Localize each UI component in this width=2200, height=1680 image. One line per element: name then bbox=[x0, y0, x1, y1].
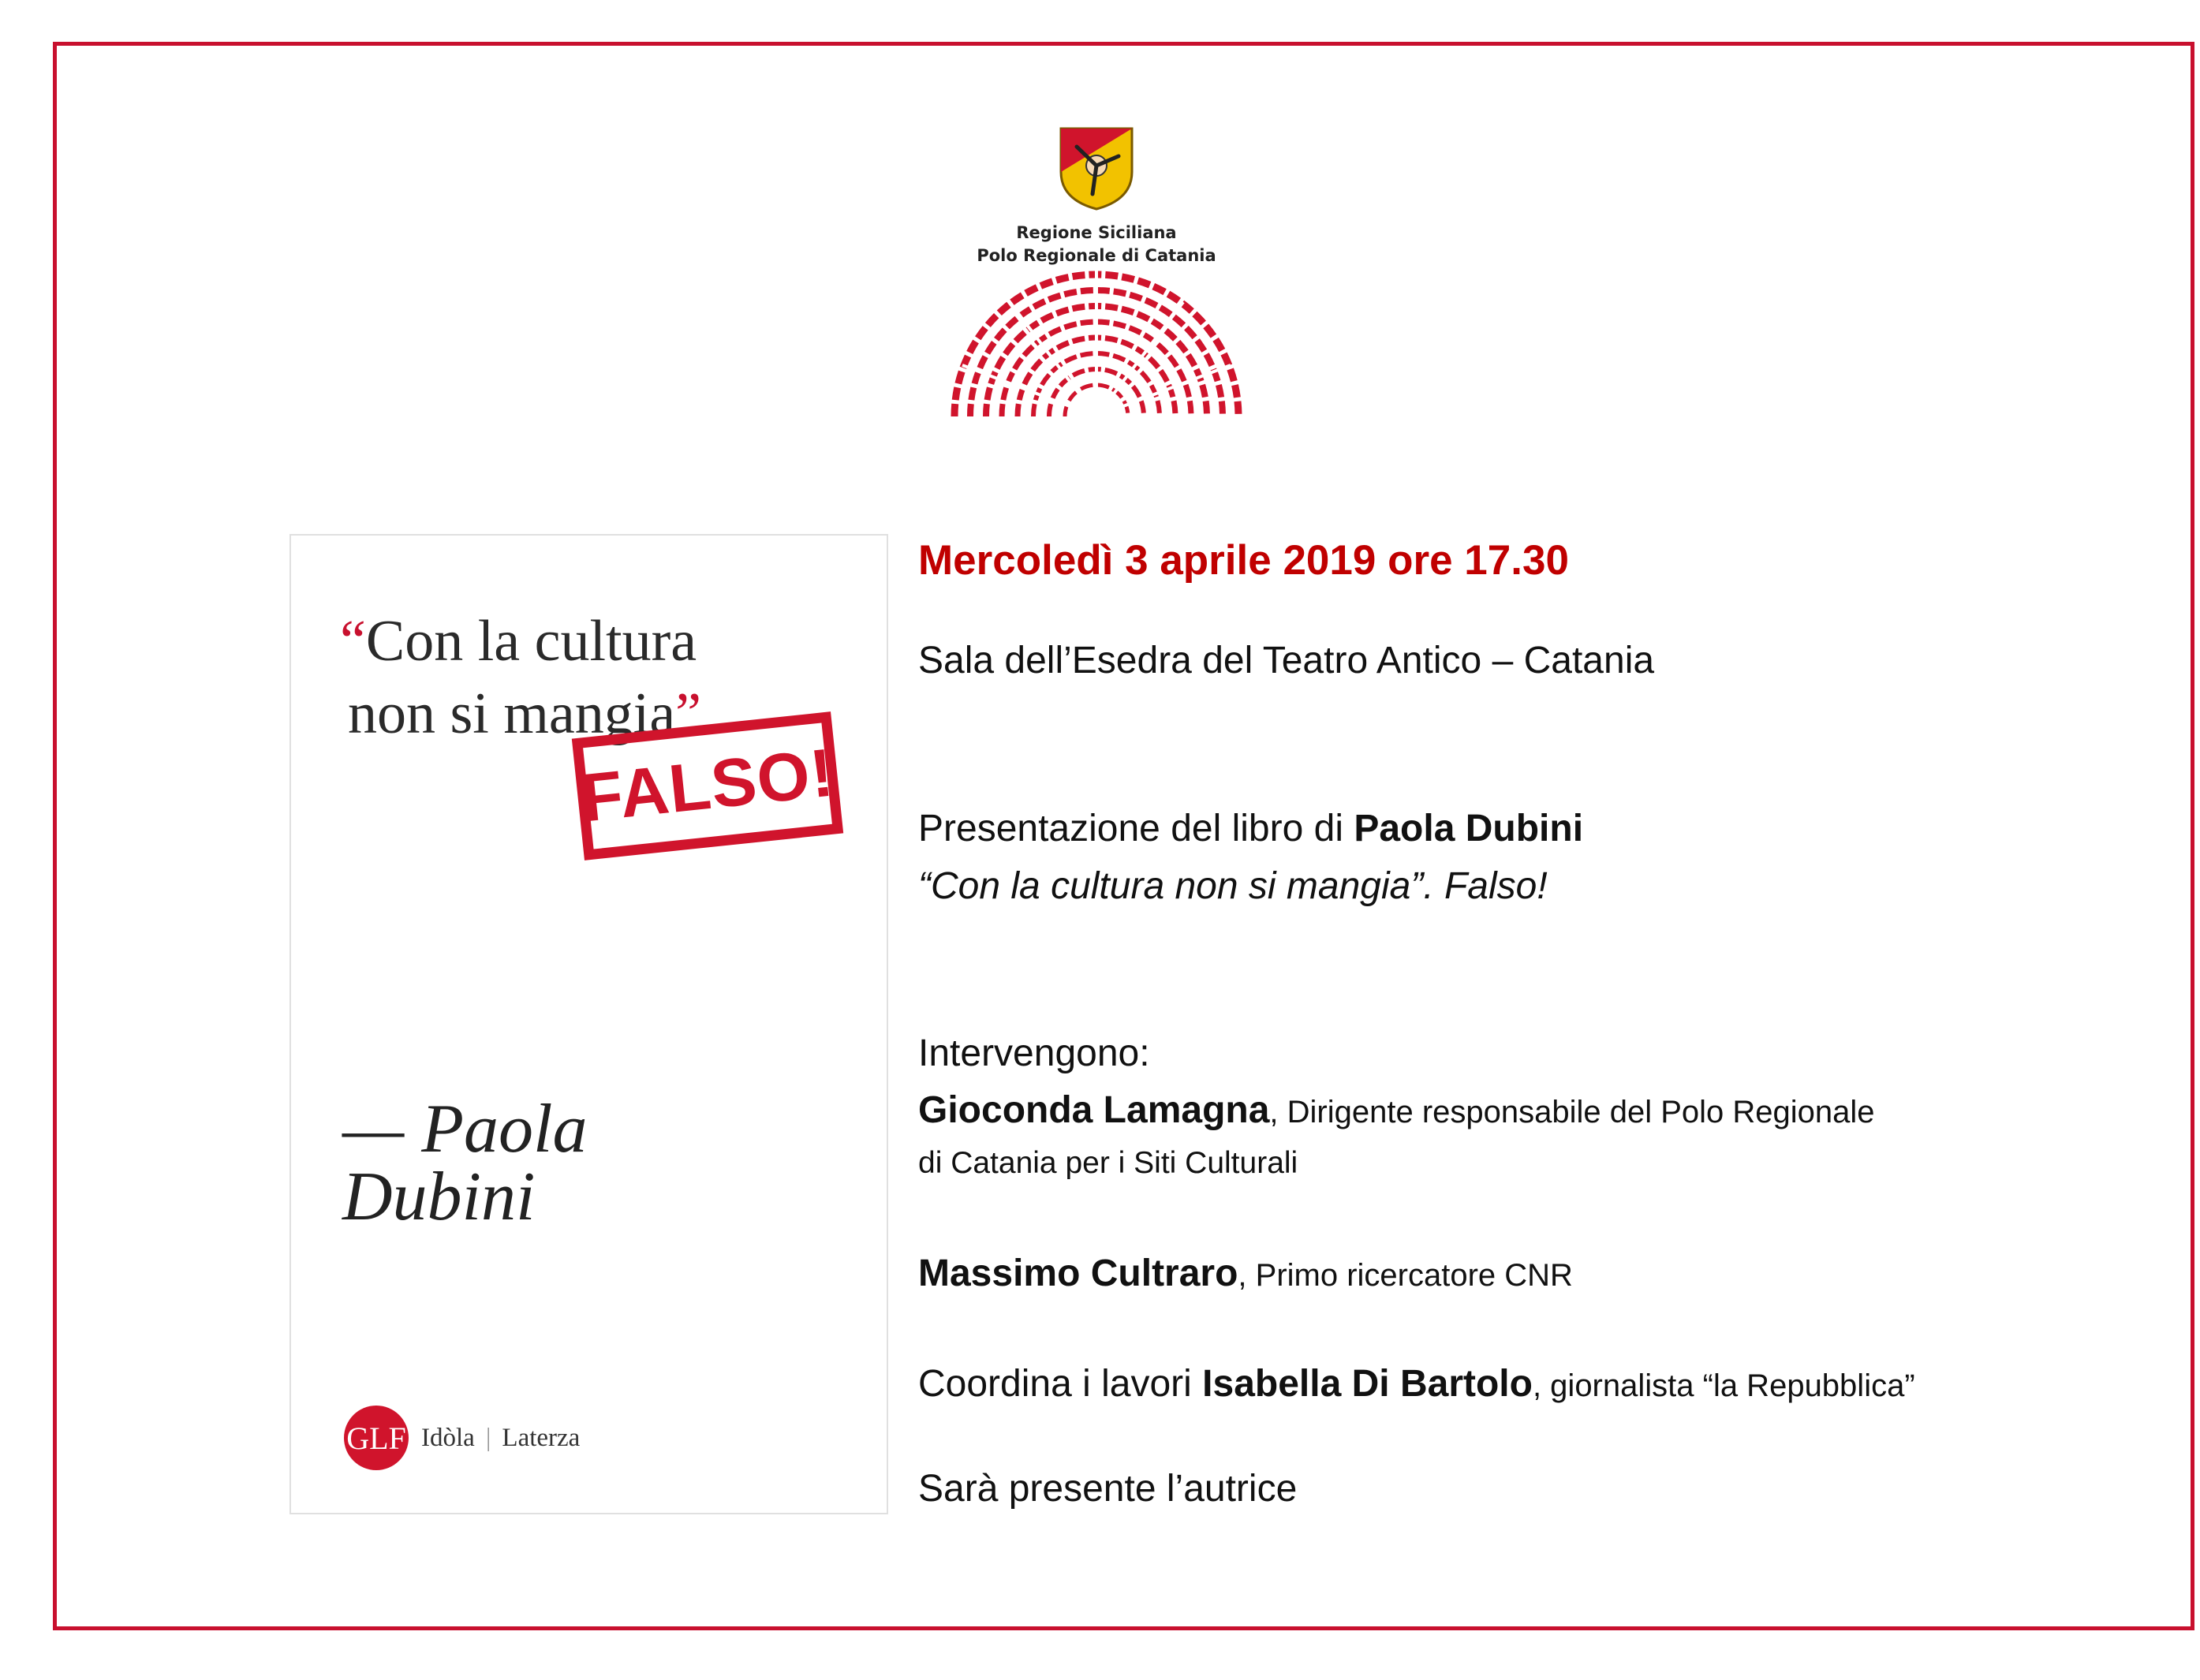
ancient-theatre-icon bbox=[947, 271, 1246, 428]
coordinator-name: Isabella Di Bartolo bbox=[1202, 1363, 1533, 1405]
org-name-line1: Regione Siciliana bbox=[1016, 223, 1177, 242]
cover-open-quote: “ bbox=[340, 609, 366, 674]
speaker-1 bbox=[918, 1088, 1875, 1132]
cover-title bbox=[340, 605, 701, 750]
coordinator bbox=[918, 1362, 1915, 1406]
speaker-1-role-cont: di Catania per i Siti Culturali bbox=[918, 1146, 1298, 1180]
cover-author bbox=[342, 1091, 588, 1235]
book-title: “Con la cultura non si mangia”. Falso! bbox=[918, 865, 1548, 907]
speaker-2 bbox=[918, 1252, 1573, 1295]
publisher-mark bbox=[344, 1406, 580, 1470]
speaker-1-role: , Dirigente responsabile del Polo Regionale bbox=[1269, 1095, 1875, 1129]
falso-stamp-text: FALSO! bbox=[577, 734, 838, 837]
presentation-line bbox=[918, 807, 1583, 850]
falso-stamp bbox=[572, 711, 843, 861]
cover-author-line2: Dubini bbox=[342, 1159, 536, 1235]
coordinator-prefix: Coordina i lavori bbox=[918, 1363, 1203, 1405]
presentation-prefix: Presentazione del libro di bbox=[918, 808, 1354, 849]
cover-close-quote: ” bbox=[675, 681, 702, 746]
speaker-2-name: Massimo Cultraro bbox=[918, 1253, 1238, 1294]
book-cover bbox=[289, 534, 888, 1514]
trinacria-shield-icon bbox=[1057, 125, 1136, 211]
cover-title-line2: non si mangia bbox=[348, 681, 676, 746]
series-name: Idòla bbox=[421, 1423, 475, 1452]
speaker-2-role: , Primo ricercatore CNR bbox=[1238, 1258, 1573, 1293]
cover-title-line1: Con la cultura bbox=[365, 609, 697, 674]
cover-author-line1: — Paola bbox=[342, 1091, 588, 1167]
presentation-author: Paola Dubini bbox=[1354, 808, 1584, 849]
institution-logo bbox=[931, 125, 1262, 424]
event-venue: Sala dell’Esedra del Teatro Antico – Catania bbox=[918, 640, 1655, 681]
org-name-line2: Polo Regionale di Catania bbox=[977, 246, 1216, 265]
speakers-label: Intervengono: bbox=[918, 1032, 1150, 1074]
publisher-name: Laterza bbox=[502, 1423, 581, 1452]
coordinator-role: , giornalista “la Repubblica” bbox=[1532, 1368, 1915, 1403]
publisher-separator: | bbox=[485, 1423, 491, 1452]
publisher-logo-icon: GLF bbox=[344, 1406, 409, 1470]
event-date: Mercoledì 3 aprile 2019 ore 17.30 bbox=[918, 537, 1569, 584]
speaker-1-name: Gioconda Lamagna bbox=[918, 1089, 1270, 1131]
author-present-note: Sarà presente l’autrice bbox=[918, 1468, 1298, 1510]
